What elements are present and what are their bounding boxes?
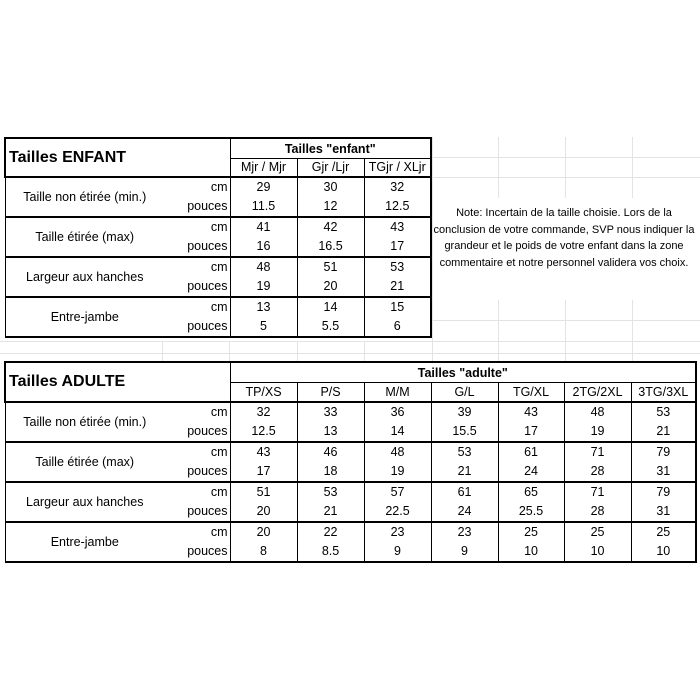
unit-cm: cm bbox=[210, 525, 228, 540]
cell-value: 48 bbox=[230, 257, 297, 277]
cell-value: 30 bbox=[297, 177, 364, 197]
unit-pouces: pouces bbox=[164, 317, 230, 337]
cell-value: 53 bbox=[364, 257, 431, 277]
cell-value: 21 bbox=[297, 502, 364, 522]
cell-value: 48 bbox=[364, 442, 431, 462]
col-header: TG/XL bbox=[498, 382, 564, 402]
cell-value: 23 bbox=[364, 522, 431, 542]
cell-value: 28 bbox=[564, 502, 631, 522]
col-header: Mjr / Mjr bbox=[230, 158, 297, 177]
cell-value: 20 bbox=[230, 502, 297, 522]
unit-cm: cm bbox=[210, 220, 228, 235]
col-header: TP/XS bbox=[230, 382, 297, 402]
cell-value: 21 bbox=[631, 422, 696, 442]
unit-pouces: pouces bbox=[164, 542, 230, 562]
unit-cm: cm bbox=[210, 260, 228, 275]
cell-value: 23 bbox=[431, 522, 498, 542]
cell-value: 18 bbox=[297, 462, 364, 482]
cell-value: 19 bbox=[230, 277, 297, 297]
cell-value: 24 bbox=[431, 502, 498, 522]
cell-value: 51 bbox=[297, 257, 364, 277]
cell-value: 20 bbox=[230, 522, 297, 542]
unit-pouces: pouces bbox=[164, 502, 230, 522]
cell-value: 22.5 bbox=[364, 502, 431, 522]
child-table-title: Tailles ENFANT bbox=[5, 138, 230, 177]
cell-value: 20 bbox=[297, 277, 364, 297]
cell-value: 14 bbox=[364, 422, 431, 442]
cell-value: 79 bbox=[631, 442, 696, 462]
unit-pouces: pouces bbox=[164, 462, 230, 482]
cell-value: 61 bbox=[431, 482, 498, 502]
row-label: Largeur aux hanches bbox=[5, 257, 164, 297]
adult-group-header: Tailles "adulte" bbox=[230, 362, 696, 382]
cell-value: 16.5 bbox=[297, 237, 364, 257]
cell-value: 32 bbox=[364, 177, 431, 197]
cell-value: 43 bbox=[230, 442, 297, 462]
row-label: Taille étirée (max) bbox=[5, 442, 164, 482]
cell-value: 11.5 bbox=[230, 197, 297, 217]
col-header: TGjr / XLjr bbox=[364, 158, 431, 177]
cell-value: 21 bbox=[431, 462, 498, 482]
row-label: Entre-jambe bbox=[5, 297, 164, 337]
row-label: Taille étirée (max) bbox=[5, 217, 164, 257]
cell-value: 43 bbox=[498, 402, 564, 422]
cell-value: 15 bbox=[364, 297, 431, 317]
unit-pouces: pouces bbox=[164, 237, 230, 257]
child-size-table bbox=[4, 137, 432, 338]
col-header: M/M bbox=[364, 382, 431, 402]
col-header: Gjr /Ljr bbox=[297, 158, 364, 177]
unit-pouces: pouces bbox=[164, 277, 230, 297]
cell-value: 43 bbox=[364, 217, 431, 237]
cell-value: 17 bbox=[230, 462, 297, 482]
cell-value: 48 bbox=[564, 402, 631, 422]
cell-value: 65 bbox=[498, 482, 564, 502]
cell-value: 17 bbox=[498, 422, 564, 442]
col-header: G/L bbox=[431, 382, 498, 402]
cell-value: 8 bbox=[230, 542, 297, 562]
cell-value: 32 bbox=[230, 402, 297, 422]
cell-value: 25 bbox=[631, 522, 696, 542]
cell-value: 71 bbox=[564, 442, 631, 462]
row-label: Taille non étirée (min.) bbox=[5, 177, 164, 217]
cell-value: 41 bbox=[230, 217, 297, 237]
unit-pouces: pouces bbox=[164, 197, 230, 217]
cell-value: 42 bbox=[297, 217, 364, 237]
cell-value: 9 bbox=[431, 542, 498, 562]
cell-value: 8.5 bbox=[297, 542, 364, 562]
unit-cm: cm bbox=[210, 445, 228, 460]
cell-value: 28 bbox=[564, 462, 631, 482]
cell-value: 53 bbox=[431, 442, 498, 462]
cell-value: 46 bbox=[297, 442, 364, 462]
unit-cm: cm bbox=[210, 180, 228, 195]
cell-value: 25.5 bbox=[498, 502, 564, 522]
child-group-header: Tailles "enfant" bbox=[230, 138, 431, 158]
cell-value: 5.5 bbox=[297, 317, 364, 337]
cell-value: 19 bbox=[364, 462, 431, 482]
cell-value: 10 bbox=[564, 542, 631, 562]
cell-value: 39 bbox=[431, 402, 498, 422]
adult-table-title: Tailles ADULTE bbox=[5, 362, 230, 402]
cell-value: 14 bbox=[297, 297, 364, 317]
cell-value: 31 bbox=[631, 502, 696, 522]
cell-value: 6 bbox=[364, 317, 431, 337]
cell-value: 12.5 bbox=[364, 197, 431, 217]
col-header: 3TG/3XL bbox=[631, 382, 696, 402]
cell-value: 53 bbox=[631, 402, 696, 422]
size-note: Note: Incertain de la taille choisie. Lors de la conclusion de votre commande, SVP nous indiquer la grandeur et le poids de votre enfant dans la zone commentaire et notre personnel validera vos choix. bbox=[433, 207, 695, 269]
cell-value: 71 bbox=[564, 482, 631, 502]
cell-value: 19 bbox=[564, 422, 631, 442]
cell-value: 57 bbox=[364, 482, 431, 502]
unit-pouces: pouces bbox=[164, 422, 230, 442]
cell-value: 53 bbox=[297, 482, 364, 502]
col-header: 2TG/2XL bbox=[564, 382, 631, 402]
cell-value: 16 bbox=[230, 237, 297, 257]
cell-value: 25 bbox=[564, 522, 631, 542]
unit-cm: cm bbox=[210, 405, 228, 420]
adult-size-table bbox=[4, 361, 697, 563]
cell-value: 10 bbox=[498, 542, 564, 562]
cell-value: 15.5 bbox=[431, 422, 498, 442]
cell-value: 5 bbox=[230, 317, 297, 337]
cell-value: 33 bbox=[297, 402, 364, 422]
row-label: Entre-jambe bbox=[5, 522, 164, 562]
col-header: P/S bbox=[297, 382, 364, 402]
cell-value: 29 bbox=[230, 177, 297, 197]
row-label: Largeur aux hanches bbox=[5, 482, 164, 522]
cell-value: 36 bbox=[364, 402, 431, 422]
cell-value: 21 bbox=[364, 277, 431, 297]
cell-value: 17 bbox=[364, 237, 431, 257]
unit-cm: cm bbox=[210, 300, 228, 315]
cell-value: 25 bbox=[498, 522, 564, 542]
cell-value: 9 bbox=[364, 542, 431, 562]
unit-cm: cm bbox=[210, 485, 228, 500]
cell-value: 79 bbox=[631, 482, 696, 502]
cell-value: 13 bbox=[297, 422, 364, 442]
row-label: Taille non étirée (min.) bbox=[5, 402, 164, 442]
cell-value: 13 bbox=[230, 297, 297, 317]
cell-value: 31 bbox=[631, 462, 696, 482]
cell-value: 51 bbox=[230, 482, 297, 502]
cell-value: 61 bbox=[498, 442, 564, 462]
cell-value: 12.5 bbox=[230, 422, 297, 442]
cell-value: 22 bbox=[297, 522, 364, 542]
cell-value: 24 bbox=[498, 462, 564, 482]
cell-value: 12 bbox=[297, 197, 364, 217]
cell-value: 10 bbox=[631, 542, 696, 562]
